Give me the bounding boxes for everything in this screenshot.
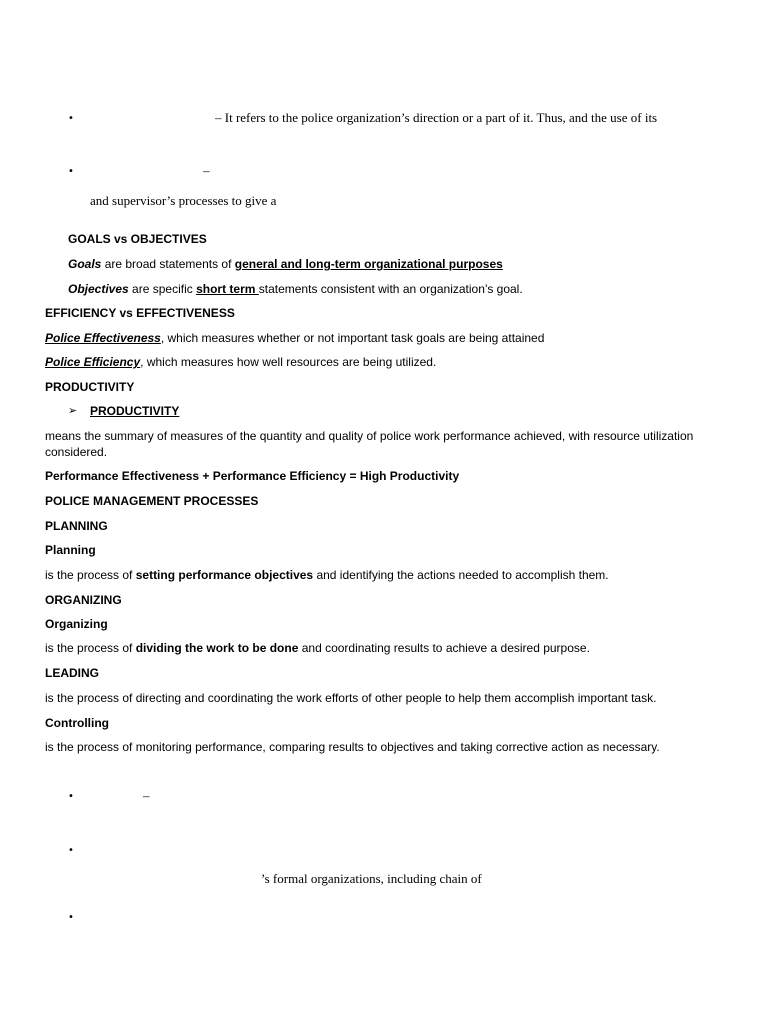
term-police-efficiency: Police Efficiency bbox=[45, 355, 141, 369]
term-goals: Goals bbox=[68, 257, 102, 271]
goals-mid-text: are broad statements of bbox=[101, 257, 235, 271]
bullet-text-dash-bottom: – bbox=[143, 788, 150, 803]
paragraph-productivity-definition: means the summary of measures of the quantity and quality of police work performance achieved, with resource utilization considered. bbox=[45, 429, 694, 460]
goals-emphasis: general and long-term organizational purposes bbox=[234, 257, 503, 271]
term-police-effectiveness: Police Effectiveness bbox=[45, 331, 161, 345]
paragraph-planning bbox=[45, 568, 609, 582]
heading-efficiency-vs-effectiveness: EFFICIENCY vs EFFECTIVENESS bbox=[45, 306, 235, 320]
paragraph-objectives bbox=[68, 282, 523, 296]
paragraph-goals bbox=[68, 257, 503, 271]
organizing-tail-text: and coordinating results to achieve a desired purpose. bbox=[298, 641, 590, 655]
term-controlling: Controlling bbox=[45, 716, 109, 730]
bullet-marker: • bbox=[68, 113, 74, 124]
term-planning: Planning bbox=[45, 543, 96, 557]
bullet-marker: • bbox=[68, 912, 74, 923]
objectives-emphasis: short term bbox=[196, 282, 259, 296]
efficiency-tail-text: , which measures how well resources are being utilized. bbox=[140, 355, 437, 369]
bullet-text-dash: – bbox=[203, 163, 210, 178]
term-organizing: Organizing bbox=[45, 617, 108, 631]
heading-productivity: PRODUCTIVITY bbox=[45, 380, 135, 394]
bullet-marker: • bbox=[68, 845, 74, 856]
effectiveness-tail-text: , which measures whether or not important task goals are being attained bbox=[160, 331, 545, 345]
paragraph-effectiveness bbox=[45, 331, 544, 345]
heading-planning: PLANNING bbox=[45, 519, 108, 533]
bullet-marker: • bbox=[68, 166, 74, 177]
heading-organizing: ORGANIZING bbox=[45, 593, 122, 607]
term-objectives: Objectives bbox=[68, 282, 129, 296]
planning-emphasis: setting performance objectives bbox=[135, 568, 314, 582]
planning-tail-text: and identifying the actions needed to accomplish them. bbox=[313, 568, 609, 582]
bullet-continuation-formal-organizations: ’s formal organizations, including chain of bbox=[261, 871, 482, 886]
objectives-mid-text: are specific bbox=[128, 282, 197, 296]
heading-police-management-processes: POLICE MANAGEMENT PROCESSES bbox=[45, 494, 259, 508]
organizing-emphasis: dividing the work to be done bbox=[135, 641, 299, 655]
heading-leading: LEADING bbox=[45, 666, 99, 680]
subheading-productivity: PRODUCTIVITY bbox=[90, 404, 180, 418]
paragraph-leading: is the process of directing and coordinating the work efforts of other people to help them accomplish important task. bbox=[45, 691, 657, 705]
arrow-bullet-icon: ➢ bbox=[68, 404, 78, 417]
heading-goals-vs-objectives: GOALS vs OBJECTIVES bbox=[68, 232, 207, 246]
bullet-marker: • bbox=[68, 791, 74, 802]
productivity-formula: Performance Effectiveness + Performance Efficiency = High Productivity bbox=[45, 469, 460, 483]
paragraph-controlling: is the process of monitoring performance, comparing results to objectives and taking corrective action as necessary. bbox=[45, 740, 660, 754]
objectives-tail-text: statements consistent with an organization’s goal. bbox=[258, 282, 523, 296]
bullet-continuation-supervisor: and supervisor’s processes to give a bbox=[90, 193, 277, 208]
organizing-pre-text: is the process of bbox=[45, 641, 136, 655]
paragraph-efficiency bbox=[45, 355, 436, 369]
bullet-text-direction: – It refers to the police organization’s direction or a part of it. Thus, and the use of its bbox=[215, 110, 658, 125]
planning-pre-text: is the process of bbox=[45, 568, 136, 582]
paragraph-organizing bbox=[45, 641, 590, 655]
